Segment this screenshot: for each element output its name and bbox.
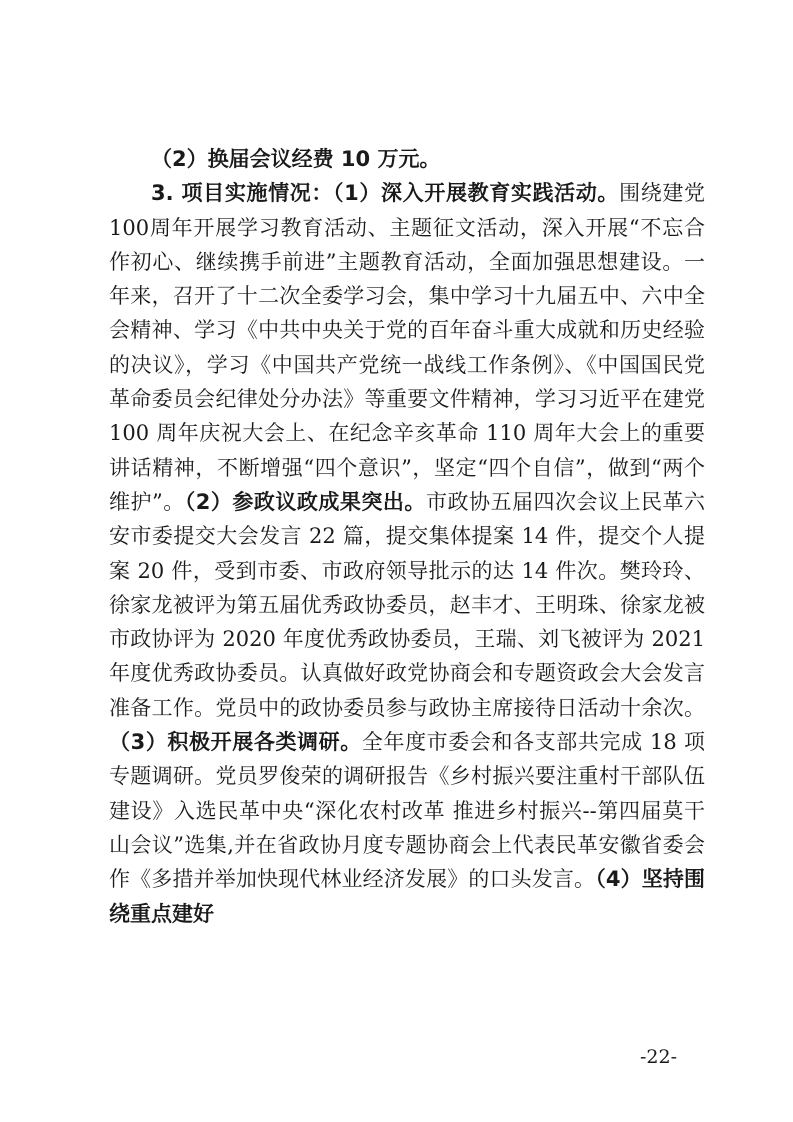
item-2-text: 市政协五届四次会议上民革六安市委提交大会发言 22 篇，提交集体提案 14 件，提交个人提案 20 件，受到市委、市政府领导批示的达 14 件次。樊玲玲、徐家龙被评为第五届优秀政协委员，赵丰才、王明珠、徐家龙被市政协评为 2020 年度优秀政协委员，王瑞、刘飞被评为 2021 年度优秀政协委员。认真做好政党协商会和专题资政会大会发言准备工作。党员中的政协委员参与政协主席接待日活动十余次。: [109, 489, 705, 720]
document-body: [109, 142, 705, 931]
item-4-title: （4）坚持围绕重点建好: [109, 867, 705, 926]
item-1-title: （1）深入开展教育实践活动。: [333, 181, 620, 206]
item-2-title: （2）参政议政成果突出。: [184, 489, 426, 514]
item-3-text: 全年度市委会和各支部共完成 18 项专题调研。党员罗俊荣的调研报告《乡村振兴要注重村干部队伍建设》入选民革中央“深化农村改革 推进乡村振兴--第四届莫干山会议”选集,并在省政协月度专题协商会上代表民革安徽省委会作《多措并举加快现代林业经济发展》的口头发言。: [109, 730, 705, 892]
page-number: -22-: [640, 1046, 678, 1068]
item-3-title: （3）积极开展各类调研。: [109, 730, 362, 755]
meeting-fee-line: （2）换届会议经费 10 万元。: [151, 147, 441, 171]
section-heading: 3. 项目实施情况：: [151, 181, 334, 206]
paragraph-project-implementation: [109, 176, 705, 931]
item-1-text: 围绕建党100周年开展学习教育活动、主题征文活动，深入开展“不忘合作初心、继续携手前进”主题教育活动，全面加强思想建设。一年来，召开了十二次全委学习会，集中学习十九届五中、六中全会精神、学习《中共中央关于党的百年奋斗重大成就和历史经验的决议》，学习《中国共产党统一战线工作条例》、《中国国民党革命委员会纪律处分办法》等重要文件精神，学习习近平在建党 100 周年庆祝大会上、在纪念辛亥革命 110 周年大会上的重要讲话精神，不断增强“四个意识”，坚定“四个自信”，做到“两个维护”。: [109, 181, 705, 514]
paragraph-meeting-fee: [109, 142, 705, 176]
